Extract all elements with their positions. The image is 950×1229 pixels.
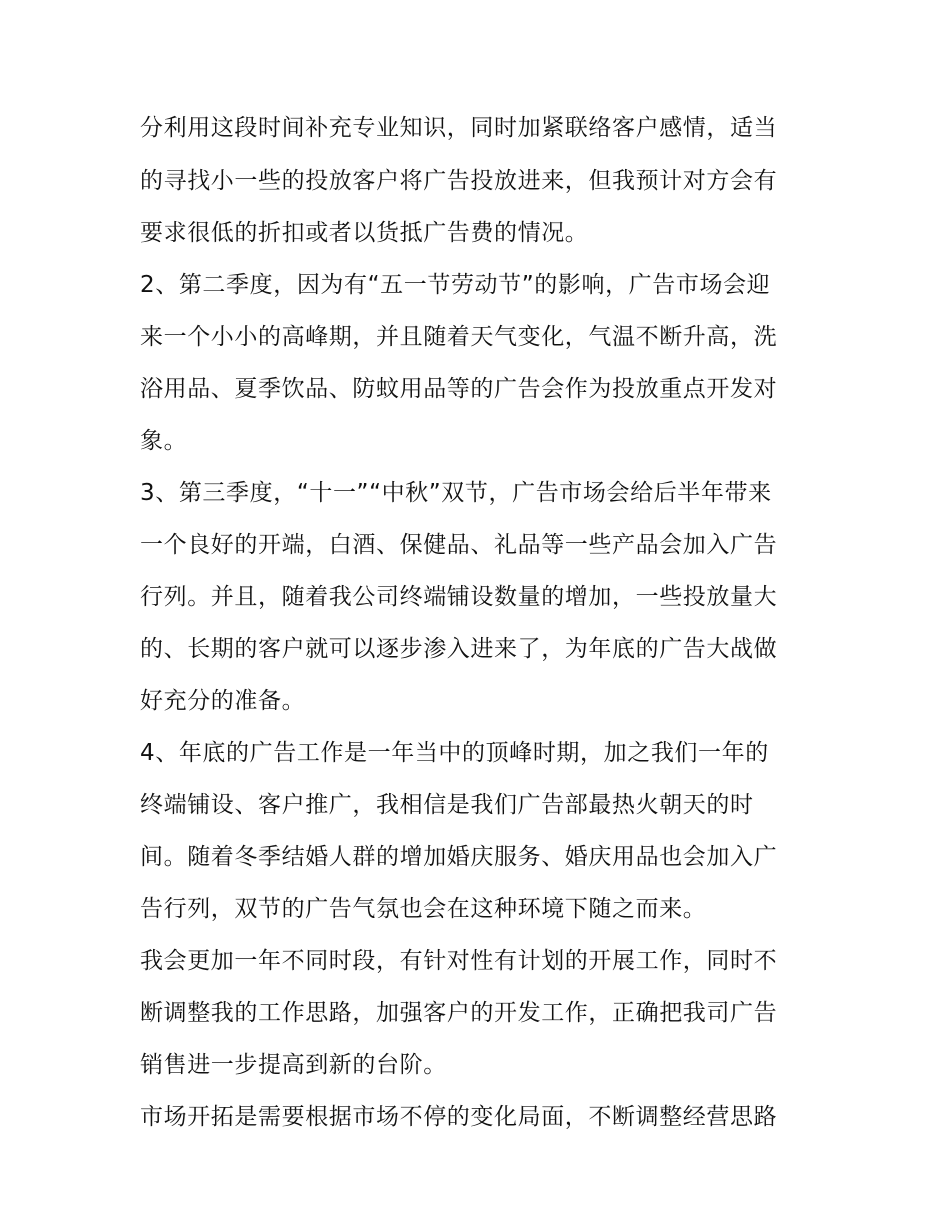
- text-line: 好充分的准备。: [140, 688, 306, 714]
- text-line: 一个良好的开端，白酒、保健品、礼品等一些产品会加入广告: [140, 532, 778, 558]
- text-line: 的寻找小一些的投放客户将广告投放进来，但我预计对方会有: [140, 168, 778, 194]
- text-line: 来一个小小的高峰期，并且随着天气变化，气温不断升高，洗: [140, 324, 778, 350]
- text-line: 象。: [140, 428, 188, 454]
- text-line: 要求很低的折扣或者以货抵广告费的情况。: [140, 220, 589, 246]
- text-line: 行列。并且，随着我公司终端铺设数量的增加，一些投放量大: [140, 584, 778, 610]
- text-line: 浴用品、夏季饮品、防蚊用品等的广告会作为投放重点开发对: [140, 376, 778, 402]
- text-line: 2、第二季度，因为有“五一节劳动节”的影响，广告市场会迎: [140, 272, 771, 298]
- text-line: 间。随着冬季结婚人群的增加婚庆服务、婚庆用品也会加入广: [140, 844, 778, 870]
- text-line: 我会更加一年不同时段，有针对性有计划的开展工作，同时不: [140, 948, 778, 974]
- text-line: 断调整我的工作思路，加强客户的开发工作，正确把我司广告: [140, 1000, 778, 1026]
- text-line: 4、年底的广告工作是一年当中的顶峰时期，加之我们一年的: [140, 740, 769, 766]
- text-line: 分利用这段时间补充专业知识，同时加紧联络客户感情，适当: [140, 115, 778, 141]
- text-line: 3、第三季度，“十一”“中秋”双节，广告市场会给后半年带来: [140, 480, 772, 506]
- text-line: 告行列，双节的广告气氛也会在这种环境下随之而来。: [140, 896, 707, 922]
- text-line: 市场开拓是需要根据市场不停的变化局面，不断调整经营思路: [140, 1104, 778, 1130]
- text-line: 销售进一步提高到新的台阶。: [140, 1052, 447, 1078]
- text-line: 的、长期的客户就可以逐步渗入进来了，为年底的广告大战做: [140, 636, 778, 662]
- text-line: 终端铺设、客户推广，我相信是我们广告部最热火朝天的时: [140, 792, 754, 818]
